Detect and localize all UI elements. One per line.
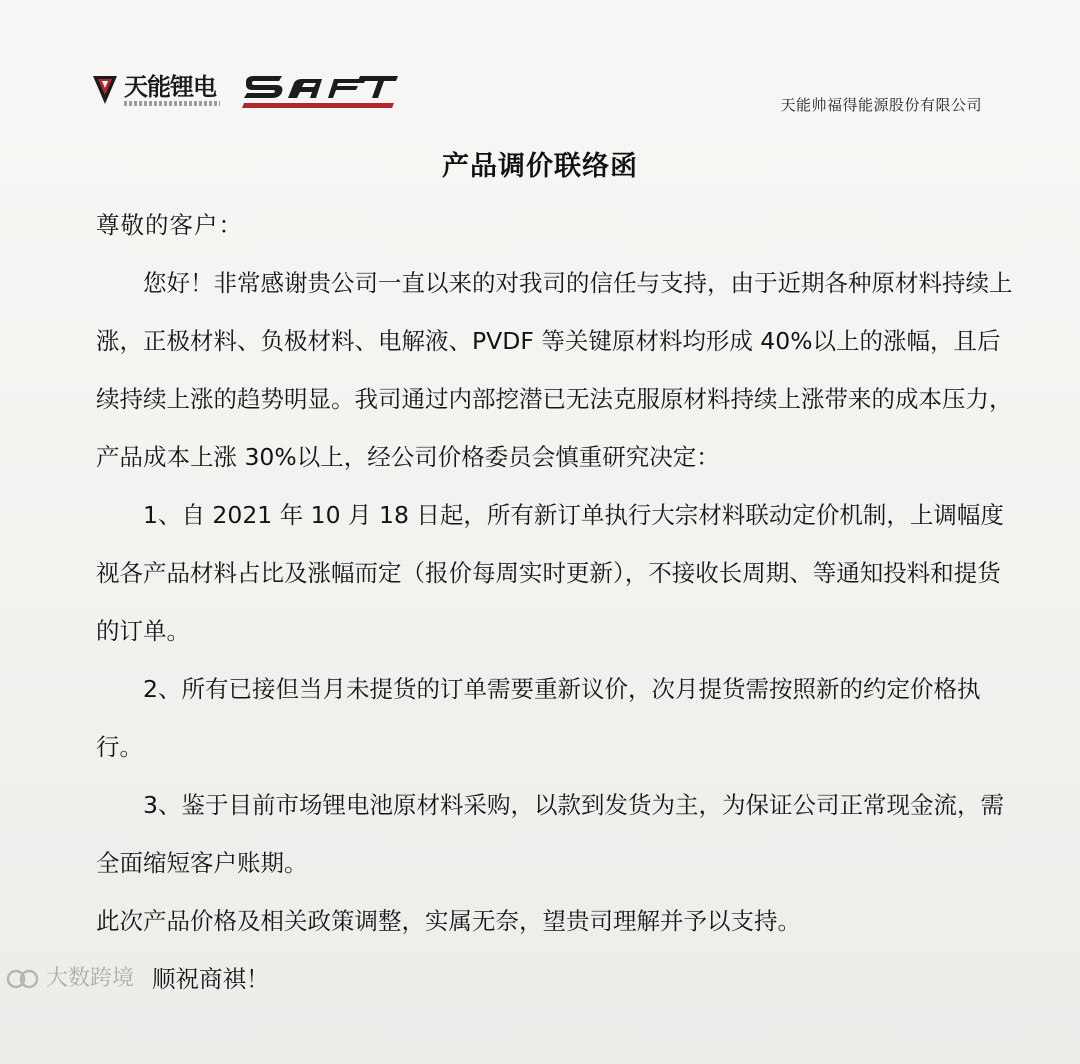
closing-row — [46, 950, 1016, 1008]
tianneng-logo — [92, 72, 220, 106]
item-2: 2、所有已接但当月未提货的订单需要重新议价，次月提货需按照新的约定价格执行。 — [96, 675, 981, 761]
watermark — [6, 950, 134, 1008]
intro-paragraph: 您好！非常感谢贵公司一直以来的对我司的信任与支持，由于近期各种原材料持续上涨，正极材料、负极材料、电解液、PVDF 等关键原材料均形成 40%以上的涨幅，且后续持续上涨的趋势明显。我司通过内部挖潜已无法克服原材料持续上涨带来的成本压力，产品成本上涨 30%以上，经公司价格委员会慎重研究决定： — [96, 269, 1013, 471]
item-1: 1、自 2021 年 10 月 18 日起，所有新订单执行大宗材料联动定价机制，上调幅度视各产品材料占比及涨幅而定（报价每周实时更新），不接收长周期、等通知投料和提货的订单。 — [96, 501, 1004, 645]
letter-body — [46, 196, 1016, 1008]
watermark-logo-icon — [6, 964, 40, 994]
company-name: 天能帅福得能源股份有限公司 — [780, 96, 982, 114]
saft-logo-icon — [242, 70, 400, 110]
greeting: 尊敬的客户： — [96, 211, 243, 239]
header-logos — [92, 68, 400, 112]
conclusion: 此次产品价格及相关政策调整，实属无奈，望贵司理解并予以支持。 — [96, 907, 801, 935]
item-3: 3、鉴于目前市场锂电池原材料采购，以款到发货为主，为保证公司正常现金流，需全面缩短客户账期。 — [96, 791, 1004, 877]
letter-title: 产品调价联络函 — [442, 151, 638, 182]
watermark-text: 大数跨境 — [46, 966, 135, 991]
tianneng-mark-icon — [92, 75, 118, 105]
closing: 顺祝商祺！ — [152, 965, 270, 993]
tianneng-logo-text: 天能锂电 — [124, 72, 216, 101]
saft-logo — [242, 70, 400, 110]
tianneng-logo-subtitle — [124, 101, 220, 106]
